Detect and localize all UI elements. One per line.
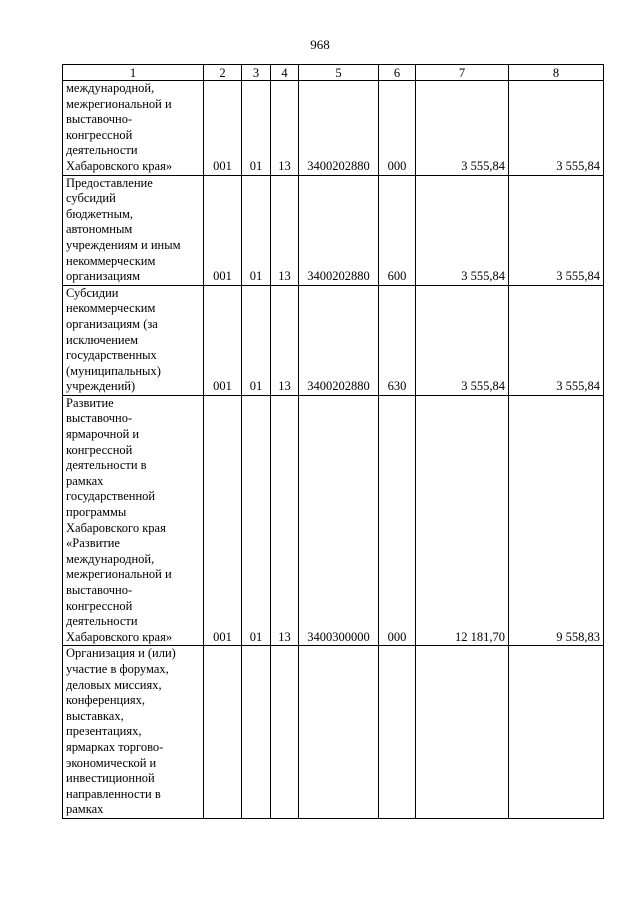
amount-year-1 [416, 646, 509, 819]
item-name: Организация и (или) участие в форумах, деловых миссиях, конференциях, выставках, презентациях, ярмарках торгово- экономической и инвестиционной направленности в рамках [63, 646, 204, 819]
ministry-code: 001 [204, 81, 242, 176]
subsection-code: 13 [271, 395, 299, 646]
col-header-4: 4 [271, 65, 299, 81]
target-article-code: 3400300000 [299, 395, 379, 646]
col-header-6: 6 [379, 65, 416, 81]
amount-year-1: 3 555,84 [416, 81, 509, 176]
col-header-7: 7 [416, 65, 509, 81]
subsection-code: 13 [271, 285, 299, 395]
col-header-8: 8 [509, 65, 604, 81]
item-name: международной, межрегиональной и выставочно- конгрессной деятельности Хабаровского края» [63, 81, 204, 176]
amount-year-1: 3 555,84 [416, 175, 509, 285]
ministry-code: 001 [204, 395, 242, 646]
amount-year-2 [509, 646, 604, 819]
item-name: Предоставление субсидий бюджетным, автономным учреждениям и иным некоммерческим организациям [63, 175, 204, 285]
item-name: Развитие выставочно- ярмарочной и конгрессной деятельности в рамках государственной программы Хабаровского края «Развитие международной, межрегиональной и выставочно- конгрессной деятельности Хабаровского края» [63, 395, 204, 646]
amount-year-2: 3 555,84 [509, 285, 604, 395]
section-code [242, 646, 271, 819]
ministry-code [204, 646, 242, 819]
ministry-code: 001 [204, 285, 242, 395]
amount-year-1: 12 181,70 [416, 395, 509, 646]
col-header-1: 1 [63, 65, 204, 81]
expense-type-code [379, 646, 416, 819]
table-row [63, 646, 604, 819]
subsection-code [271, 646, 299, 819]
expense-type-code: 000 [379, 395, 416, 646]
table-row [63, 395, 604, 646]
table-row [63, 81, 604, 176]
budget-table [62, 64, 604, 819]
item-name: Субсидии некоммерческим организациям (за исключением государственных (муниципальных) учреждений) [63, 285, 204, 395]
amount-year-2: 3 555,84 [509, 175, 604, 285]
target-article-code [299, 646, 379, 819]
expense-type-code: 600 [379, 175, 416, 285]
section-code: 01 [242, 395, 271, 646]
section-code: 01 [242, 175, 271, 285]
col-header-2: 2 [204, 65, 242, 81]
subsection-code: 13 [271, 81, 299, 176]
ministry-code: 001 [204, 175, 242, 285]
page-number: 968 [310, 37, 330, 52]
col-header-3: 3 [242, 65, 271, 81]
table-header [63, 65, 604, 81]
target-article-code: 3400202880 [299, 285, 379, 395]
table-body [63, 81, 604, 819]
target-article-code: 3400202880 [299, 81, 379, 176]
table-row [63, 175, 604, 285]
section-code: 01 [242, 285, 271, 395]
section-code: 01 [242, 81, 271, 176]
col-header-5: 5 [299, 65, 379, 81]
expense-type-code: 630 [379, 285, 416, 395]
target-article-code: 3400202880 [299, 175, 379, 285]
expense-type-code: 000 [379, 81, 416, 176]
amount-year-1: 3 555,84 [416, 285, 509, 395]
subsection-code: 13 [271, 175, 299, 285]
table-row [63, 285, 604, 395]
amount-year-2: 9 558,83 [509, 395, 604, 646]
header-row [63, 65, 604, 81]
amount-year-2: 3 555,84 [509, 81, 604, 176]
